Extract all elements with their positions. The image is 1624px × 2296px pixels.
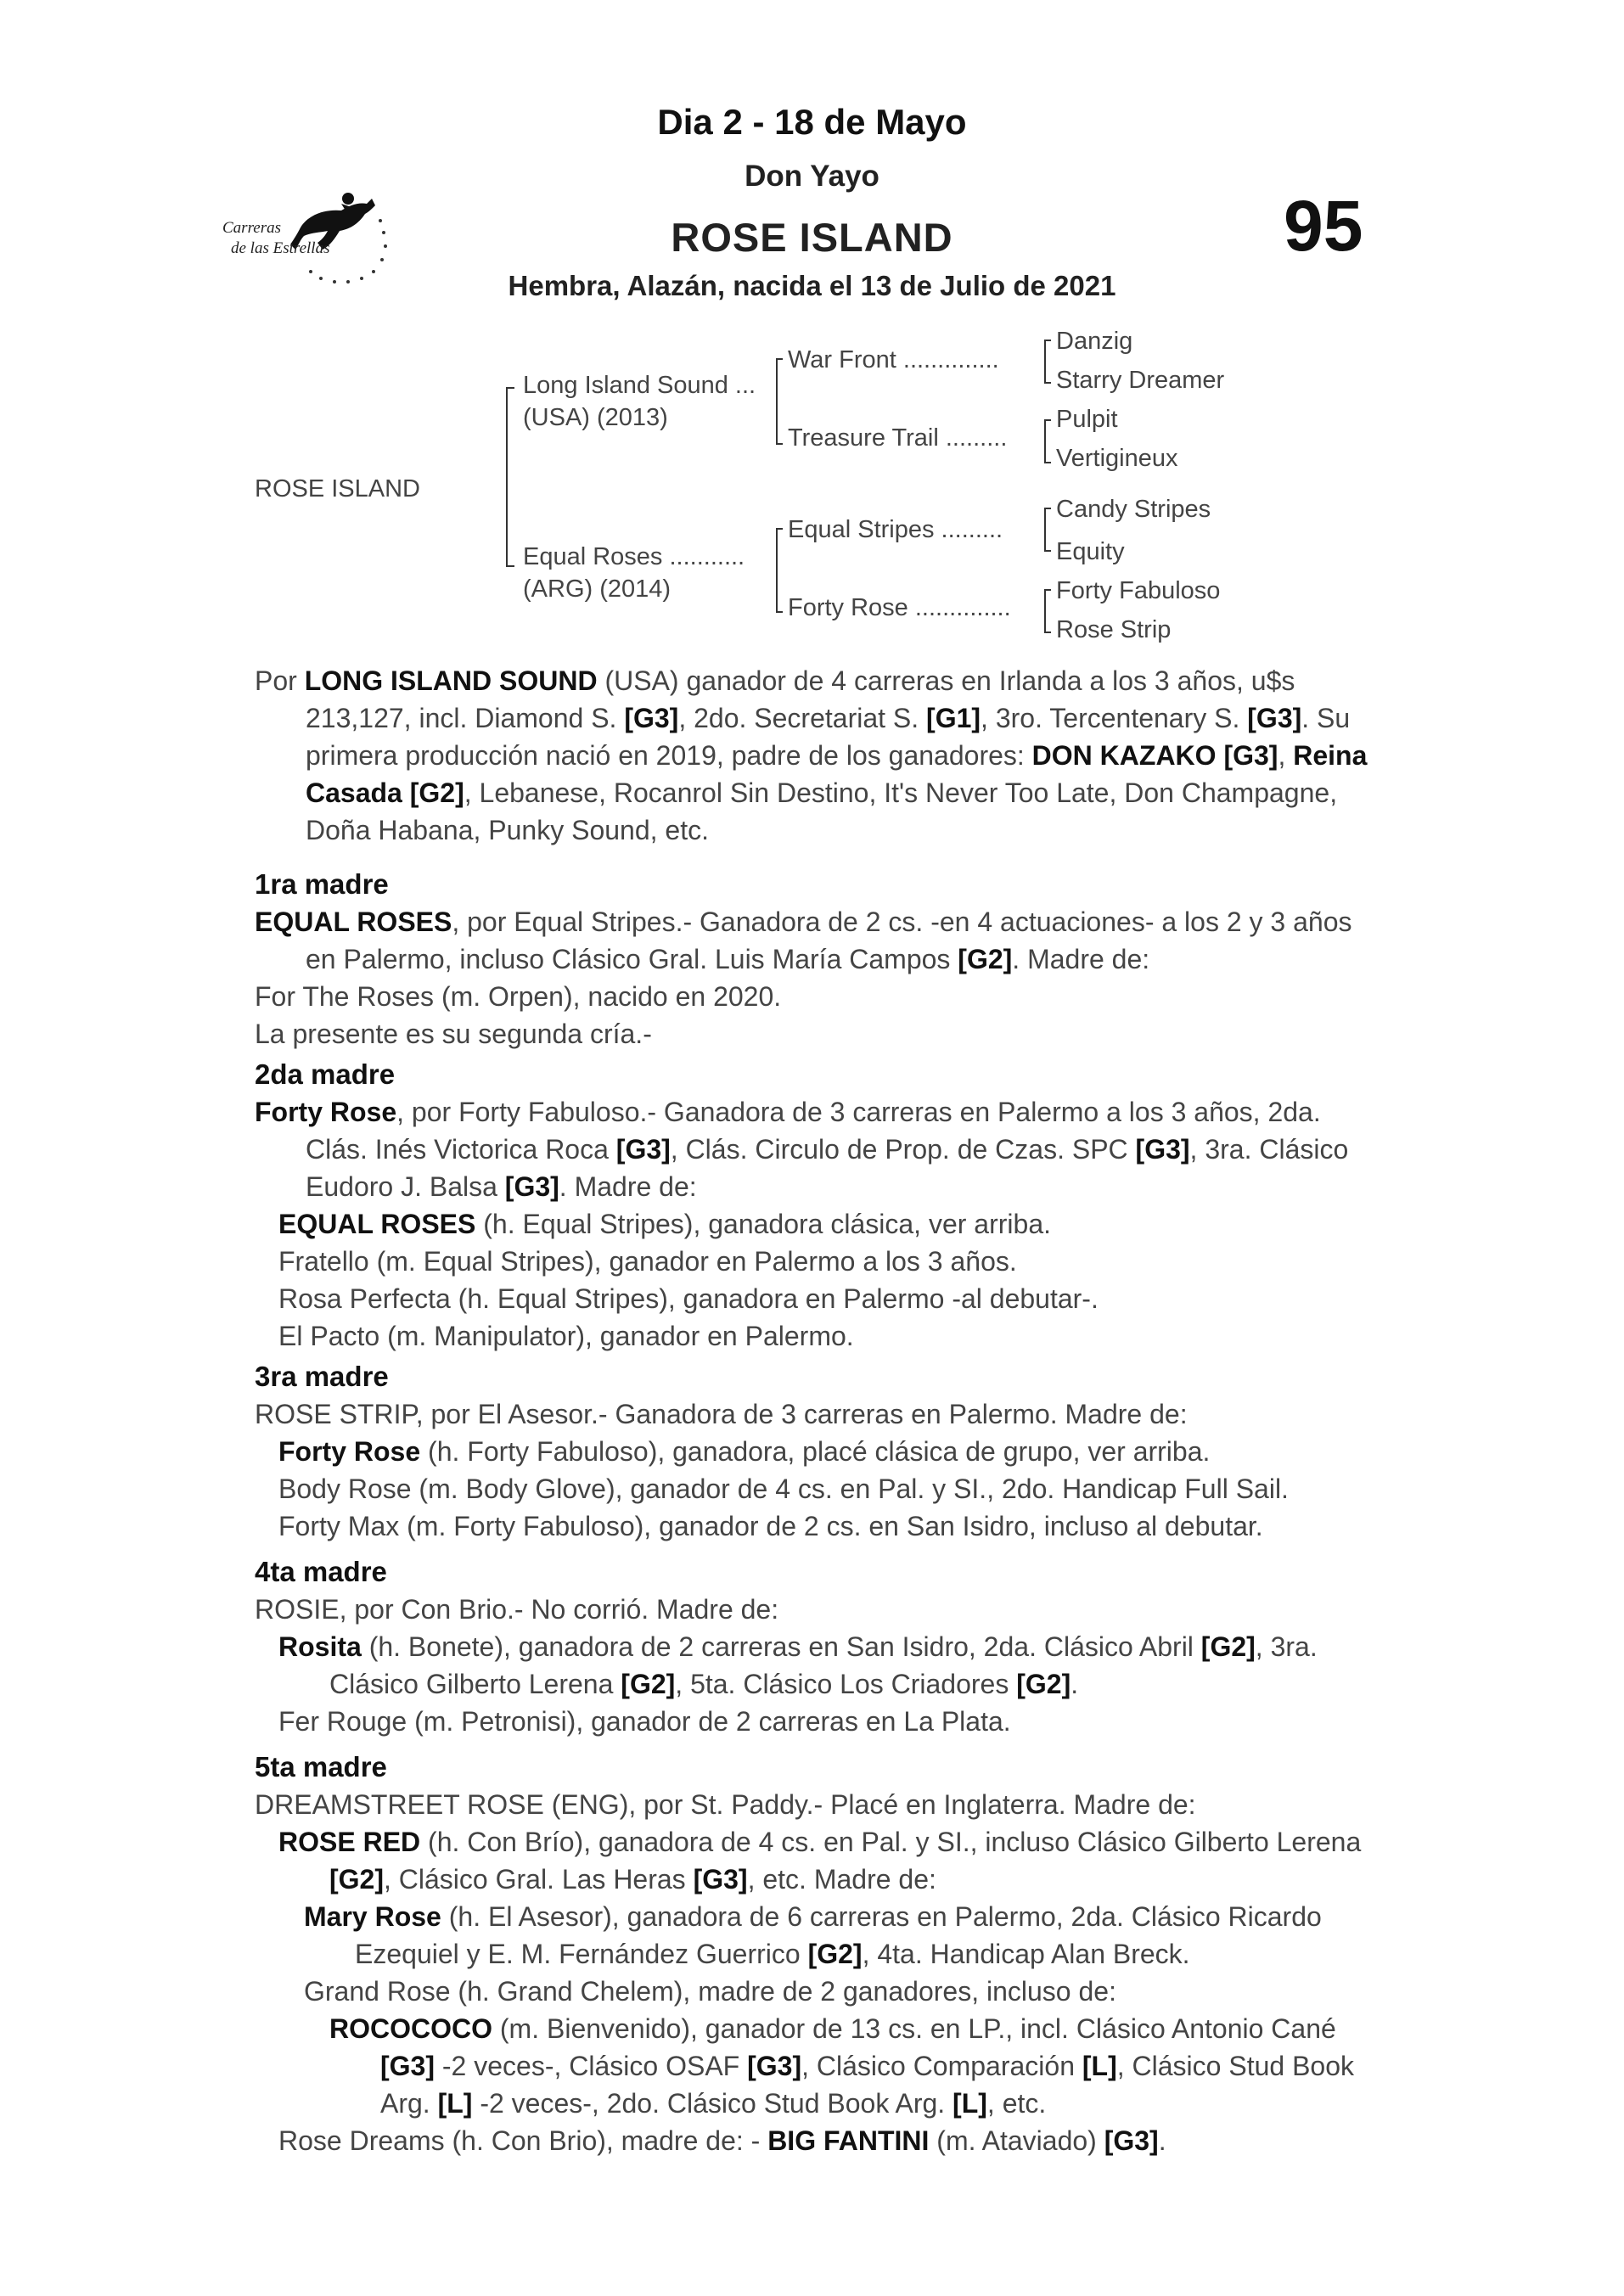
- third-dam-produce-2: Body Rose (m. Body Glove), ganador de 4 cs. en Pal. y SI., 2do. Handicap Full Sail.: [278, 1474, 1289, 1504]
- pedigree-bracket-tick: [1044, 589, 1051, 591]
- first-dam-heading: 1ra madre: [255, 868, 389, 900]
- third-dam-line: ROSE STRIP, por El Asesor.- Ganadora de 3 carreras en Palermo. Madre de:: [255, 1399, 1188, 1429]
- pedigree-bracket-3: [1044, 589, 1046, 633]
- pedigree-bracket-tick: [1044, 419, 1051, 421]
- fifth-dam-grandproduce-2: Grand Rose (h. Grand Chelem), madre de 2 ganadores, incluso de:: [304, 1976, 1116, 2007]
- fourth-dam-produce-2: Fer Rouge (m. Petronisi), ganador de 2 carreras en La Plata.: [278, 1706, 1011, 1737]
- fifth-dam-grandproduce-1: Mary Rose (h. El Asesor), ganadora de 6 carreras en Palermo, 2da. Clásico Ricardo Ezequiel y E. M. Fernández Guerrico [G2], 4ta. Handicap Alan Breck.: [304, 1901, 1322, 1969]
- pedigree-dam-origin: (ARG) (2014): [523, 575, 672, 603]
- pedigree-dam-sire: Equal Stripes .........: [788, 516, 1003, 543]
- pedigree-sire: Long Island Sound ...: [523, 372, 756, 399]
- pedigree-gen3-7: Forty Fabuloso: [1056, 577, 1221, 604]
- fifth-dam-line: DREAMSTREET ROSE (ENG), por St. Paddy.- Placé en Inglaterra. Madre de:: [255, 1789, 1196, 1820]
- pedigree-bracket-tick: [776, 443, 783, 445]
- pedigree-bracket-tick: [776, 611, 783, 613]
- second-dam-produce-3: Rosa Perfecta (h. Equal Stripes), ganadora en Palermo -al debutar-.: [278, 1283, 1099, 1314]
- third-dam-section: [255, 1358, 1384, 1545]
- fourth-dam-produce-1: Rosita (h. Bonete), ganadora de 2 carreras en San Isidro, 2da. Clásico Abril [G2], 3ra. Clásico Gilberto Lerena [G2], 5ta. Clásico Los Criadores [G2].: [278, 1631, 1318, 1699]
- pedigree-bracket-3: [1044, 419, 1046, 463]
- logo-text-line1: Carreras: [222, 219, 281, 237]
- consignor: Don Yayo: [745, 160, 879, 193]
- fourth-dam-line: ROSIE, por Con Brio.- No corrió. Madre de:: [255, 1594, 779, 1625]
- first-dam-produce: For The Roses (m. Orpen), nacido en 2020.: [255, 981, 782, 1012]
- pedigree-gen3-2: Starry Dreamer: [1056, 367, 1225, 394]
- pedigree-bracket-tick: [1044, 340, 1051, 341]
- pedigree-bracket-tick: [1044, 462, 1051, 463]
- pedigree-gen3-4: Vertigineux: [1056, 445, 1178, 472]
- pedigree-bracket-tick: [1044, 632, 1051, 633]
- pedigree-bracket-tick: [506, 565, 514, 567]
- second-dam-produce-4: El Pacto (m. Manipulator), ganador en Palermo.: [278, 1321, 854, 1351]
- pedigree-bracket-dam: [776, 528, 778, 613]
- second-dam-line: Forty Rose, por Forty Fabuloso.- Ganadora de 3 carreras en Palermo a los 3 años, 2da. Clás. Inés Victorica Roca [G3], Clás. Circulo de Prop. de Czas. SPC [G3], 3ra. Clásico Eudoro J. Balsa [G3]. Madre de:: [255, 1097, 1349, 1202]
- pedigree-bracket-3: [1044, 508, 1046, 552]
- pedigree-gen3-3: Pulpit: [1056, 406, 1118, 433]
- sire-paragraph: [255, 662, 1384, 849]
- pedigree-gen3-1: Danzig: [1056, 328, 1133, 355]
- fifth-dam-heading: 5ta madre: [255, 1751, 387, 1782]
- pedigree-bracket-tick: [1044, 550, 1051, 552]
- pedigree-gen3-8: Rose Strip: [1056, 616, 1172, 643]
- second-dam-section: [255, 1056, 1384, 1355]
- first-dam-section: [255, 866, 1384, 1053]
- fourth-dam-section: [255, 1553, 1384, 1740]
- pedigree-bracket-main: [506, 387, 508, 567]
- pedigree-dam: Equal Roses ...........: [523, 543, 745, 570]
- second-dam-produce-1: EQUAL ROSES (h. Equal Stripes), ganadora clásica, ver arriba.: [278, 1209, 1051, 1239]
- pedigree-bracket-sire: [776, 358, 778, 445]
- pedigree-gen3-5: Candy Stripes: [1056, 496, 1211, 523]
- pedigree-sire-sire: War Front ..............: [788, 346, 999, 373]
- first-dam-note: La presente es su segunda cría.-: [255, 1019, 652, 1049]
- fifth-dam-produce-2: Rose Dreams (h. Con Brio), madre de: - BIG FANTINI (m. Ataviado) [G3].: [278, 2125, 1166, 2156]
- fifth-dam-produce-1: ROSE RED (h. Con Brío), ganadora de 4 cs. en Pal. y SI., incluso Clásico Gilberto Lerena [G2], Clásico Gral. Las Heras [G3], etc. Madre de:: [278, 1827, 1362, 1895]
- logo-text-line2: de las Estrellas: [231, 239, 330, 257]
- sire-summary: Por LONG ISLAND SOUND (USA) ganador de 4 carreras en Irlanda a los 3 años, u$s 213,127, incl. Diamond S. [G3], 2do. Secretariat S. [G1], 3ro. Tercentenary S. [G3]. Su primera producción nació en 2019, padre de los ganadores: DON KAZAKO [G3], Reina Casada [G2], Lebanese, Rocanrol Sin Destino, It's Never Too Late, Don Champagne, Doña Habana, Punky Sound, etc.: [255, 665, 1368, 845]
- third-dam-heading: 3ra madre: [255, 1361, 389, 1392]
- pedigree-gen3-6: Equity: [1056, 538, 1125, 565]
- first-dam-line: EQUAL ROSES, por Equal Stripes.- Ganadora de 2 cs. -en 4 actuaciones- a los 2 y 3 años en Palermo, incluso Clásico Gral. Luis María Campos [G2]. Madre de:: [255, 907, 1352, 974]
- lot-number: 95: [1284, 186, 1363, 266]
- pedigree-sire-dam: Treasure Trail .........: [788, 424, 1008, 452]
- sale-day: Dia 2 - 18 de Mayo: [657, 102, 967, 142]
- fourth-dam-heading: 4ta madre: [255, 1556, 387, 1587]
- pedigree-bracket-tick: [776, 358, 783, 360]
- second-dam-heading: 2da madre: [255, 1058, 396, 1090]
- horse-name: ROSE ISLAND: [671, 215, 953, 260]
- horse-description: Hembra, Alazán, nacida el 13 de Julio de 2021: [508, 270, 1116, 301]
- pedigree-subject: ROSE ISLAND: [255, 475, 420, 502]
- third-dam-produce-1: Forty Rose (h. Forty Fabuloso), ganadora, placé clásica de grupo, ver arriba.: [278, 1436, 1211, 1467]
- pedigree-bracket-tick: [776, 528, 783, 530]
- pedigree-dam-dam: Forty Rose ..............: [788, 594, 1011, 621]
- third-dam-produce-3: Forty Max (m. Forty Fabuloso), ganador de 2 cs. en San Isidro, incluso al debutar.: [278, 1511, 1263, 1541]
- pedigree-sire-origin: (USA) (2013): [523, 404, 668, 431]
- pedigree-bracket-3: [1044, 340, 1046, 384]
- pedigree-bracket-tick: [1044, 508, 1051, 509]
- pedigree-bracket-tick: [1044, 382, 1051, 384]
- fifth-dam-section: [255, 1749, 1384, 2159]
- second-dam-produce-2: Fratello (m. Equal Stripes), ganador en Palermo a los 3 años.: [278, 1246, 1017, 1277]
- logo: [222, 183, 392, 311]
- pedigree-bracket-tick: [506, 387, 514, 389]
- fifth-dam-greatgrandproduce: ROCOCOCO (m. Bienvenido), ganador de 13 cs. en LP., incl. Clásico Antonio Cané [G3] -2 veces-, Clásico OSAF [G3], Clásico Comparación [L], Clásico Stud Book Arg. [L] -2 veces-, 2do. Clásico Stud Book Arg. [L], etc.: [329, 2013, 1354, 2119]
